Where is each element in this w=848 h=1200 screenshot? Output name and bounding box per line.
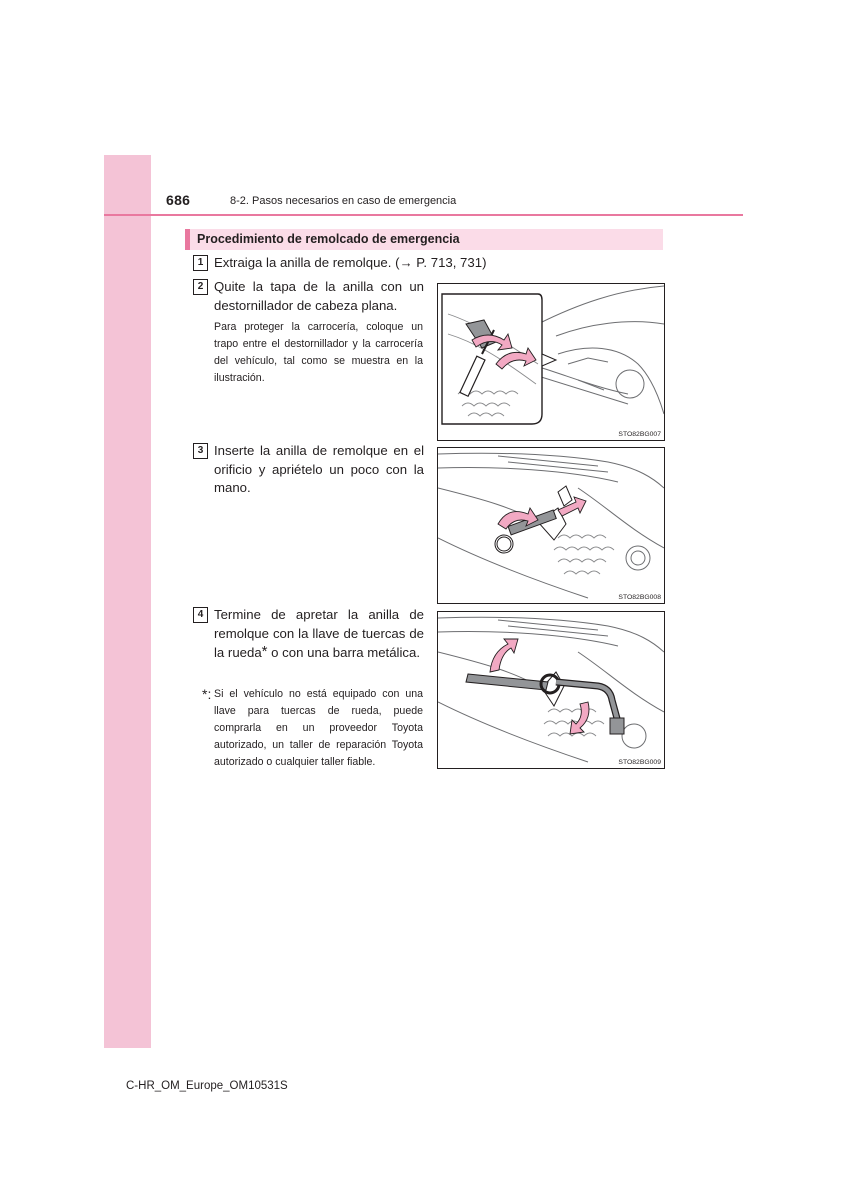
side-band <box>104 155 151 1048</box>
step-text-2: Quite la tapa de la anilla con un destornillador de cabeza plana. <box>214 279 424 313</box>
step-number-4: 4 <box>193 607 208 623</box>
figure-remove-cap <box>437 283 665 441</box>
step-number-2: 2 <box>193 279 208 295</box>
step-note-2: Para proteger la carrocería, coloque un trapo entre el destornillador y la carrocería del vehículo, tal como se muestra en la ilustración. <box>214 321 423 384</box>
procedure-header-bar <box>185 229 190 250</box>
step-text-1: Extraiga la anilla de remolque. (→ P. 713, 731) <box>214 255 487 270</box>
step-text-4b: o con una barra metálica. <box>267 645 420 660</box>
header-rule <box>104 214 743 216</box>
footer-code: C-HR_OM_Europe_OM10531S <box>126 1080 288 1092</box>
illustration-wrench <box>438 612 664 768</box>
figure-code-2: STO82BG008 <box>618 594 661 601</box>
step-number-1: 1 <box>193 255 208 271</box>
figure-insert-ring <box>437 447 665 604</box>
footnote-mark: *: <box>202 686 212 702</box>
illustration-insert-tow-ring <box>438 448 664 603</box>
illustration-screwdriver <box>438 284 664 440</box>
page-number: 686 <box>166 192 191 208</box>
step-text-3: Inserte la anilla de remolque en el orificio y apriételo un poco con la mano. <box>214 443 424 495</box>
step-text-4a: Termine de apretar la anilla de remolque con la llave de tuercas de la rueda <box>214 607 424 660</box>
step-text-4 <box>214 606 424 663</box>
procedure-header <box>185 229 663 250</box>
procedure-title: Procedimiento de remolcado de emergencia <box>197 232 460 246</box>
figure-code-3: STO82BG009 <box>618 759 661 766</box>
footnote-star: * <box>261 643 268 660</box>
figure-tighten-ring <box>437 611 665 769</box>
footnote-text: Si el vehículo no está equipado con una llave para tuercas de rueda, puede comprarla en un proveedor Toyota autorizado, un taller de reparación Toyota autorizado o cualquier taller fiable. <box>214 688 423 768</box>
figure-code-1: STO82BG007 <box>618 431 661 438</box>
section-title: 8-2. Pasos necesarios en caso de emergencia <box>230 195 457 207</box>
step-number-3: 3 <box>193 443 208 459</box>
